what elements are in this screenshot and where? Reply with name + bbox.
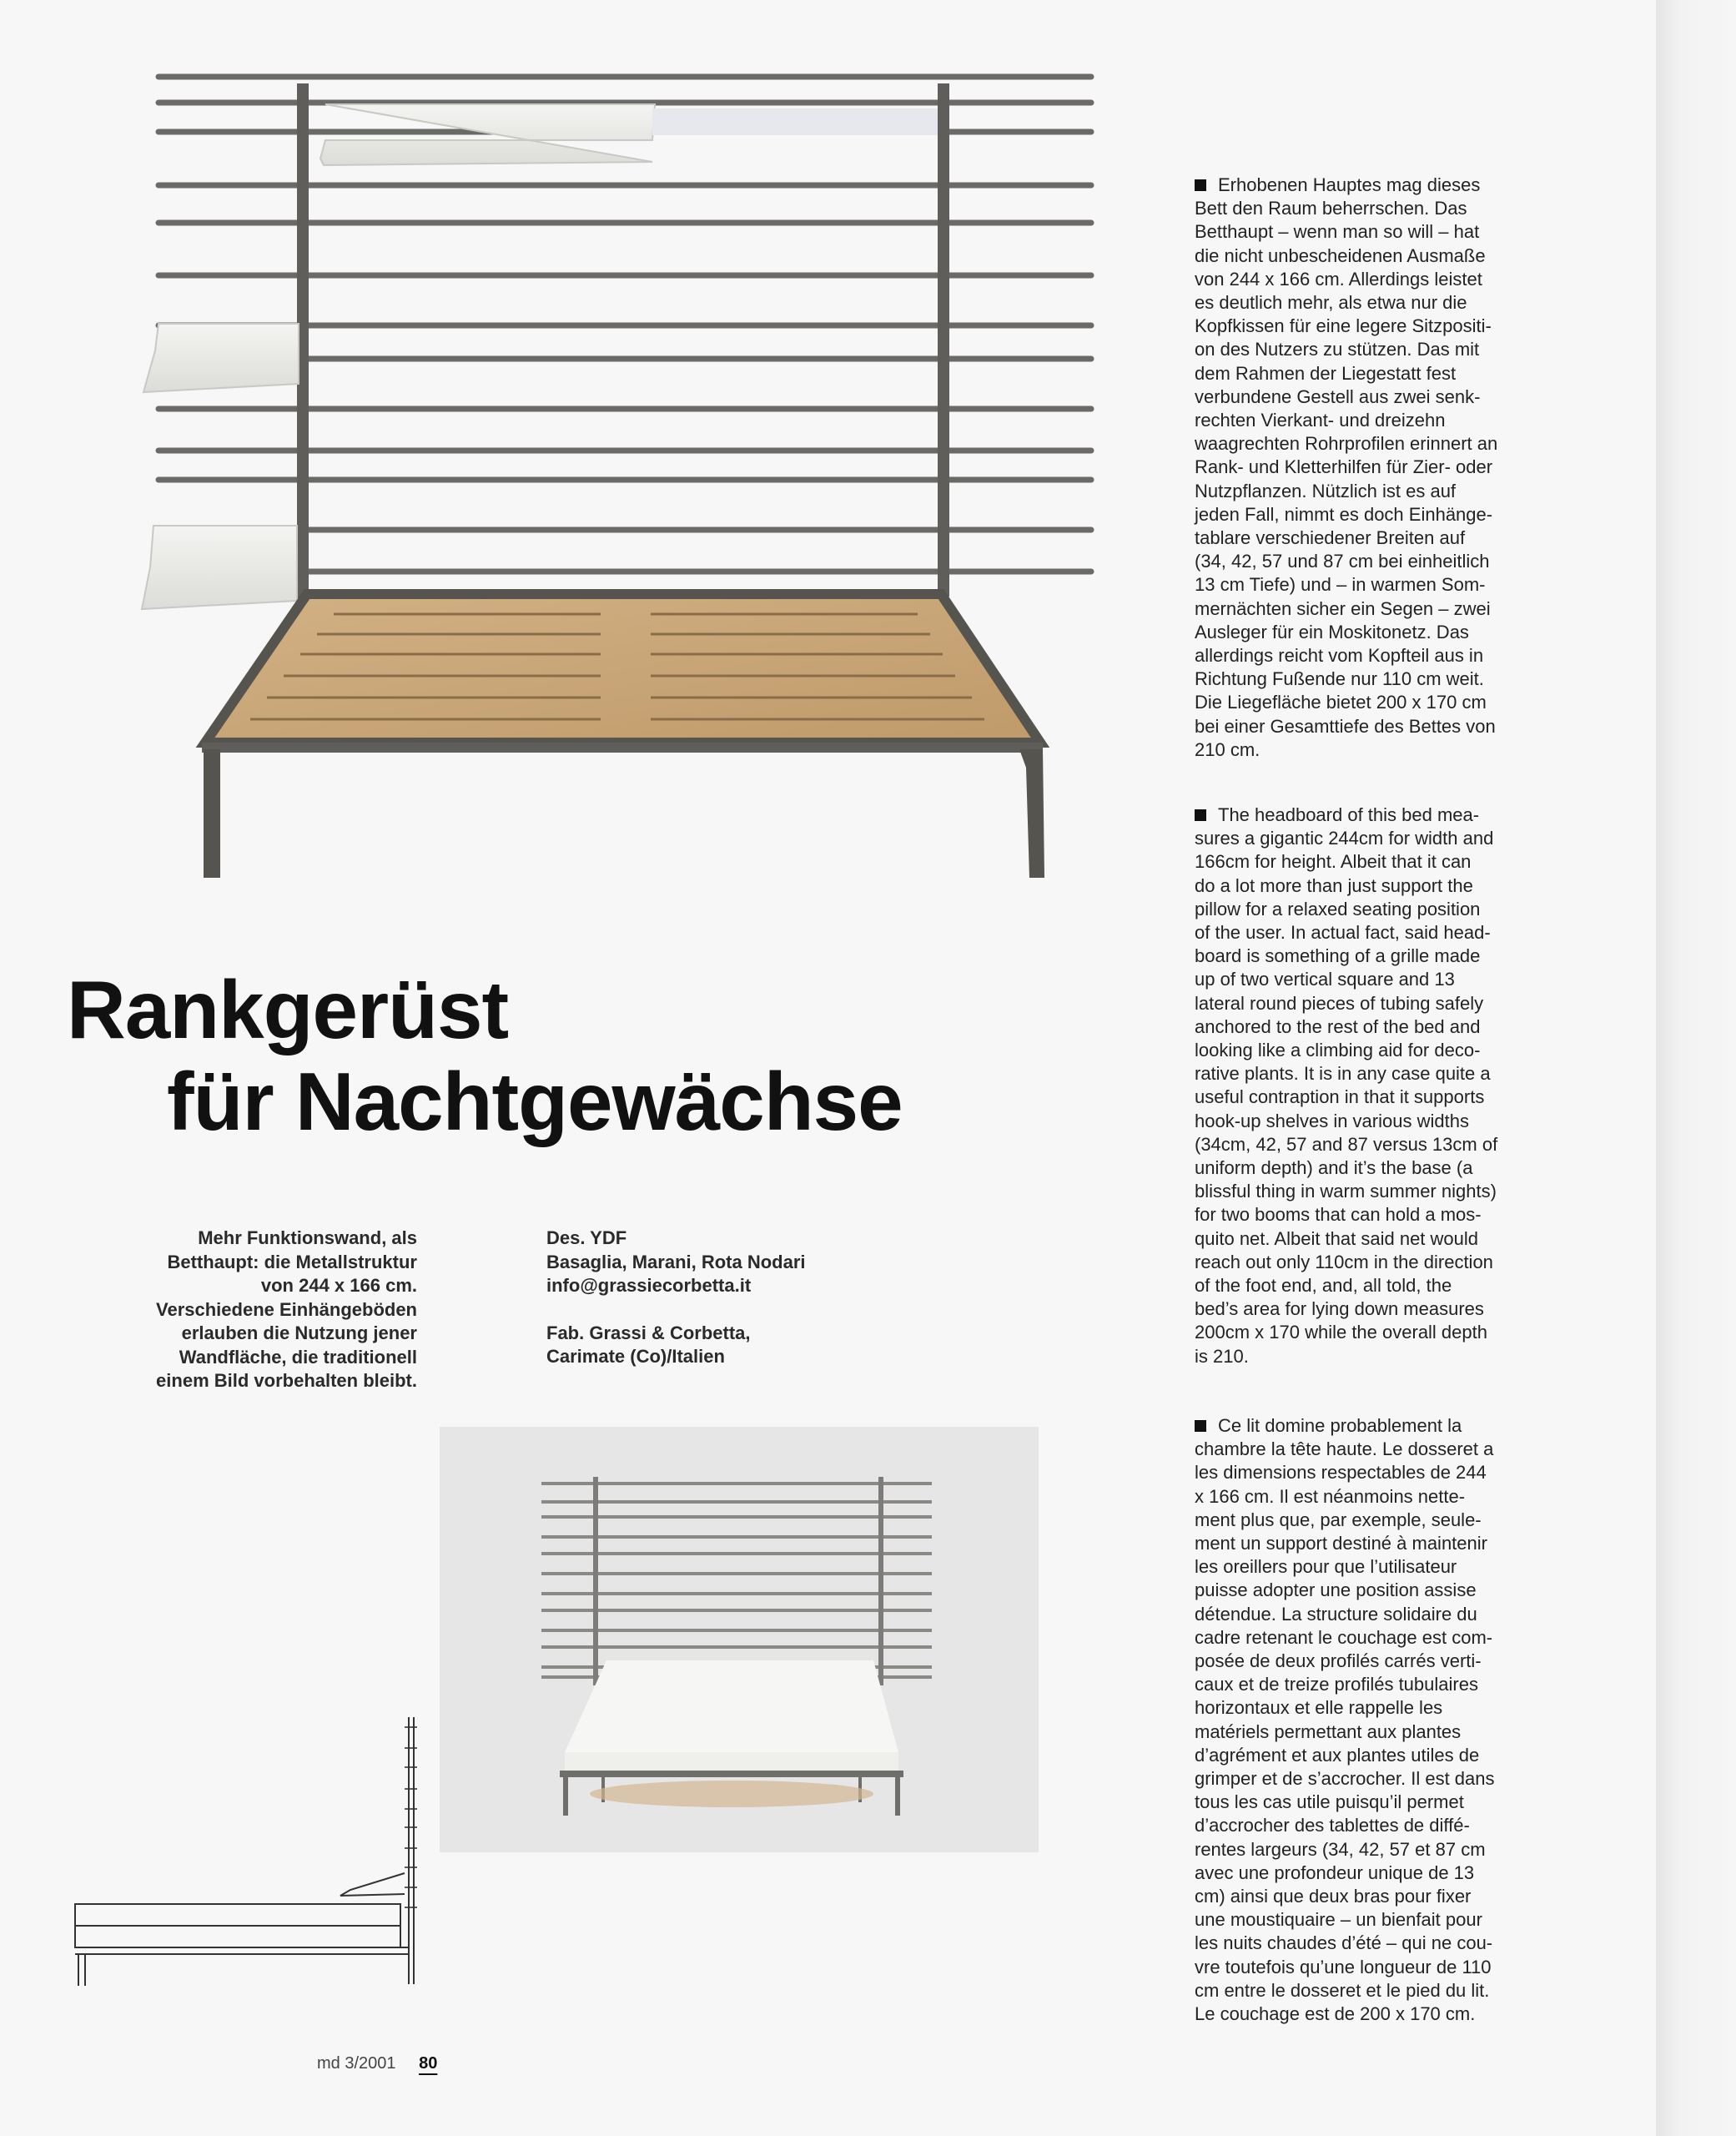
headline-line-1: Rankgerüst (67, 964, 509, 1055)
english-text: The headboard of this bed mea- sures a gigantic 244cm for width and 166cm for height. Albeit that it can do a lot more than just support the pillow for a relaxed seating position of the user. In actual fact, said head- board is something of a grille made up of two vertical square and 13 lateral round pieces of tubing safely anchored to the rest of the bed and looking like a climbing aid for deco- rative plants. It is in any case quite a useful contraption in that it supports hook-up shelves in various widths (34cm, 42, 57 and 87 versus 13cm of uniform depth) and it’s the base (a blissful thing in warm summer nights) for two booms that can hold a mos- quito net. Albeit that said net would reach out only 110cm in the direction of the foot end, and, all told, the bed’s area for lying down measures 200cm x 170 while the overall depth is 210. (1195, 804, 1498, 1367)
issue-label: md 3/2001 (317, 2054, 396, 2073)
bullet-square-icon (1195, 1420, 1206, 1432)
bullet-square-icon (1195, 179, 1206, 191)
body-text-french (1195, 1414, 1545, 2026)
contact-email: info@grassiecorbetta.it (546, 1275, 752, 1296)
bed-photo (440, 1427, 1039, 1852)
page-number: 80 (419, 2054, 438, 2073)
body-text-german (1195, 174, 1545, 762)
designer-label: Des. YDF (546, 1227, 627, 1248)
body-text-english (1195, 804, 1545, 1368)
bed-illustration (133, 58, 1110, 884)
german-text: Erhobenen Hauptes mag dieses Bett den Raum beherrschen. Das Betthaupt – wenn man so will – hat die nicht unbescheidenen Ausmaße von 244 x 166 cm. Allerdings leistet es deutlich mehr, als etwa nur die Kopfkissen für eine legere Sitzpositi- on des Nutzers zu stützen. Das mit dem Rahmen der Liegestatt fest verbundene Gestell aus zwei senk- rechten Vierkant- und dreizehn waagrechten Rohrprofilen erinnert an Rank- und Kletterhilfen für Zier- oder Nutzpflanzen. Nützlich ist es auf jeden Fall, nimmt es doch Einhänge- tablare verschiedener Breiten auf (34, 42, 57 und 87 cm bei einheitlich 13 cm Tiefe) und – in warmen Som- mernächten sicher ein Segen – zwei Ausleger für ein Moskitonetz. Das allerdings reicht vom Kopfteil aus in Richtung Fußende nur 110 cm weit. Die Liegefläche bietet 200 x 170 cm bei einer Gesamttiefe des Bettes von 210 cm. (1195, 174, 1498, 760)
credits-block (546, 1227, 897, 1369)
bed-legs (204, 749, 1044, 878)
side-view-drawing (67, 1702, 425, 1994)
lead-caption: Mehr Funktionswand, als Betthaupt: die Metallstruktur von 244 x 166 cm. Verschiedene Einhängeböden erlauben die Nutzung jener Wandfläche, die traditionell einem Bild vorbehalten bleibt. (156, 1227, 417, 1391)
page-footer (317, 2054, 437, 2073)
french-text: Ce lit domine probablement la chambre la tête haute. Le dosseret a les dimensions respectables de 244 x 166 cm. Il est néanmoins nette- ment plus que, par exemple, seule- ment un support destiné à maintenir les oreillers pour que l’utilisateur puisse adopter une position assise détendue. La structure solidaire du cadre retenant le couchage est com- posée de deux profilés carrés verti- caux et de treize profilés tubulaires horizontaux et elle rappelle les matériels permettant aux plantes d’agrément et aux plantes utiles de grimper et de s’accrocher. Il est dans tous les cas utile puisqu’il permet d’accrocher des tablettes de diffé- rentes largeurs (34, 42, 57 et 87 cm avec une profondeur unique de 13 cm) ainsi que deux bras pour fixer une moustiquaire – un bienfait pour les nuits chaudes d’été – qui ne cou- vre toutefois qu’une longueur de 110 cm entre le dosseret et le pied du lit. Le couchage est de 200 x 170 cm. (1195, 1415, 1495, 2025)
manufacturer-location: Carimate (Co)/Italien (546, 1346, 725, 1367)
page-gutter (1656, 0, 1736, 2136)
headline-line-2: für Nachtgewächse (167, 1055, 903, 1147)
bullet-square-icon (1195, 809, 1206, 821)
designer-names: Basaglia, Marani, Rota Nodari (546, 1251, 806, 1272)
bed-platform (202, 594, 1043, 753)
manufacturer-name: Fab. Grassi & Corbetta, (546, 1322, 751, 1343)
